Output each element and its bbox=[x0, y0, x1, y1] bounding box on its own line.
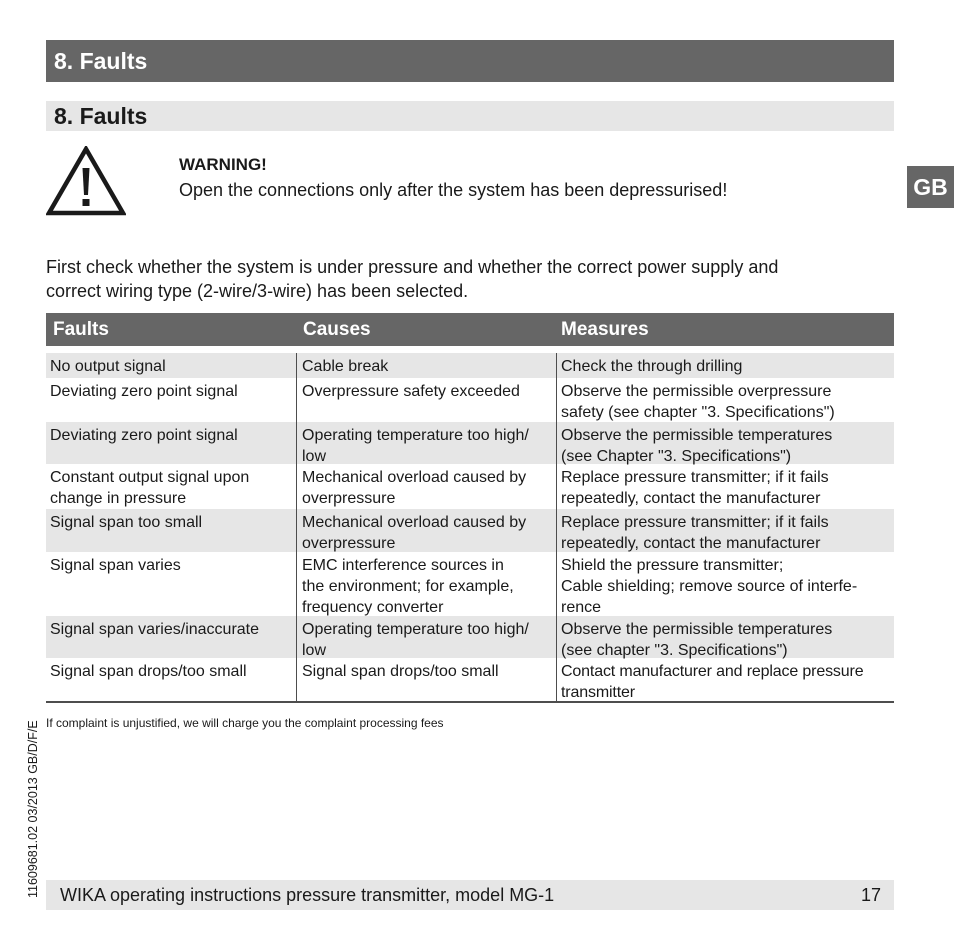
intro-line: correct wiring type (2-wire/3-wire) has been selected. bbox=[46, 281, 469, 301]
cause-cell bbox=[296, 658, 556, 701]
cell-line: low bbox=[302, 642, 327, 659]
cell-line: Replace pressure transmitter; if it fails bbox=[561, 514, 829, 531]
table-row bbox=[46, 616, 894, 658]
page-header-title: 8. Faults bbox=[54, 48, 148, 74]
cell-line: Deviating zero point signal bbox=[50, 383, 238, 400]
cell-line: Signal span too small bbox=[50, 514, 203, 531]
warning-title: WARNING! bbox=[179, 155, 267, 174]
table-row bbox=[46, 509, 894, 552]
warning-text: Open the connections only after the system has been depressurised! bbox=[179, 180, 728, 200]
measure-cell bbox=[556, 658, 894, 701]
cell-line: frequency converter bbox=[302, 599, 444, 616]
cell-line: EMC interference sources in bbox=[302, 557, 504, 574]
fault-cell bbox=[50, 552, 296, 616]
footer-text: WIKA operating instructions pressure transmitter, model MG-1 bbox=[60, 885, 555, 905]
measure-cell bbox=[556, 552, 894, 616]
measure-cell bbox=[556, 378, 894, 422]
cause-cell bbox=[296, 378, 556, 422]
cell-line: repeatedly, contact the manufacturer bbox=[561, 490, 821, 507]
cell-line: overpressure bbox=[302, 490, 396, 507]
cell-line: Signal span varies bbox=[50, 557, 181, 574]
faults-table-header bbox=[46, 313, 894, 346]
cell-line: (see chapter "3. Specifications") bbox=[561, 642, 788, 659]
fault-cell bbox=[50, 658, 296, 701]
cell-line: change in pressure bbox=[50, 490, 187, 507]
measure-cell bbox=[556, 616, 894, 658]
measure-cell bbox=[556, 353, 894, 378]
fault-cell bbox=[50, 378, 296, 422]
cell-line: Observe the permissible temperatures bbox=[561, 621, 833, 638]
cell-line: Mechanical overload caused by bbox=[302, 514, 527, 531]
warning-triangle-icon bbox=[46, 146, 126, 216]
cause-cell bbox=[296, 552, 556, 616]
cell-line: Cable shielding; remove source of interfe- bbox=[561, 578, 858, 595]
cell-line: Signal span drops/too small bbox=[302, 663, 499, 680]
cell-line: Contact manufacturer and replace pressure bbox=[561, 663, 864, 680]
cell-line: repeatedly, contact the manufacturer bbox=[561, 535, 821, 552]
fault-cell bbox=[50, 616, 296, 658]
intro-line: First check whether the system is under pressure and whether the correct power supply and bbox=[46, 257, 779, 277]
column-header-measures: Measures bbox=[561, 319, 649, 340]
cell-line: Signal span drops/too small bbox=[50, 663, 247, 680]
table-row bbox=[46, 353, 894, 378]
language-tab[interactable]: GB bbox=[907, 166, 954, 208]
table-row bbox=[46, 464, 894, 509]
cell-line: Signal span varies/inaccurate bbox=[50, 621, 260, 638]
cell-line: Shield the pressure transmitter; bbox=[561, 557, 784, 574]
document-number: 11609681.02 03/2013 GB/D/F/E bbox=[26, 720, 40, 898]
cell-line: overpressure bbox=[302, 535, 396, 552]
table-row bbox=[46, 658, 894, 701]
footnote: If complaint is unjustified, we will charge you the complaint processing fees bbox=[46, 716, 444, 730]
fault-cell bbox=[50, 464, 296, 509]
cause-cell bbox=[296, 464, 556, 509]
cell-line: rence bbox=[561, 599, 602, 616]
cell-line: Check the through drilling bbox=[561, 358, 743, 375]
page-footer bbox=[46, 880, 894, 910]
cause-cell bbox=[296, 509, 556, 552]
cell-line: Mechanical overload caused by bbox=[302, 469, 527, 486]
cell-line: (see Chapter "3. Specifications") bbox=[561, 448, 792, 465]
fault-cell bbox=[50, 422, 296, 464]
table-bottom-rule bbox=[46, 701, 894, 703]
table-row bbox=[46, 422, 894, 464]
measure-cell bbox=[556, 509, 894, 552]
fault-cell bbox=[50, 353, 296, 378]
column-header-faults: Faults bbox=[53, 319, 109, 340]
cause-cell bbox=[296, 353, 556, 378]
cell-line: Cable break bbox=[302, 358, 389, 375]
table-row bbox=[46, 378, 894, 422]
table-row bbox=[46, 552, 894, 616]
cell-line: Operating temperature too high/ bbox=[302, 621, 529, 638]
page-number: 17 bbox=[860, 885, 881, 905]
cell-line: the environment; for example, bbox=[302, 578, 514, 595]
column-header-causes: Causes bbox=[303, 319, 371, 340]
cell-line: low bbox=[302, 448, 327, 465]
cell-line: Observe the permissible temperatures bbox=[561, 427, 833, 444]
cell-line: Observe the permissible overpressure bbox=[561, 383, 832, 400]
cell-line: No output signal bbox=[50, 358, 166, 375]
cell-line: Constant output signal upon bbox=[50, 469, 250, 486]
fault-cell bbox=[50, 509, 296, 552]
measure-cell bbox=[556, 422, 894, 464]
cell-line: Deviating zero point signal bbox=[50, 427, 238, 444]
cell-line: Replace pressure transmitter; if it fails bbox=[561, 469, 829, 486]
cell-line: Overpressure safety exceeded bbox=[302, 383, 520, 400]
section-heading bbox=[46, 101, 894, 131]
cause-cell bbox=[296, 616, 556, 658]
page-header bbox=[46, 40, 894, 82]
cell-line: transmitter bbox=[561, 684, 635, 701]
measure-cell bbox=[556, 464, 894, 509]
cell-line: safety (see chapter "3. Specifications") bbox=[561, 404, 835, 421]
intro-paragraph bbox=[46, 255, 886, 303]
section-title: 8. Faults bbox=[54, 103, 148, 129]
cause-cell bbox=[296, 422, 556, 464]
cell-line: Operating temperature too high/ bbox=[302, 427, 529, 444]
